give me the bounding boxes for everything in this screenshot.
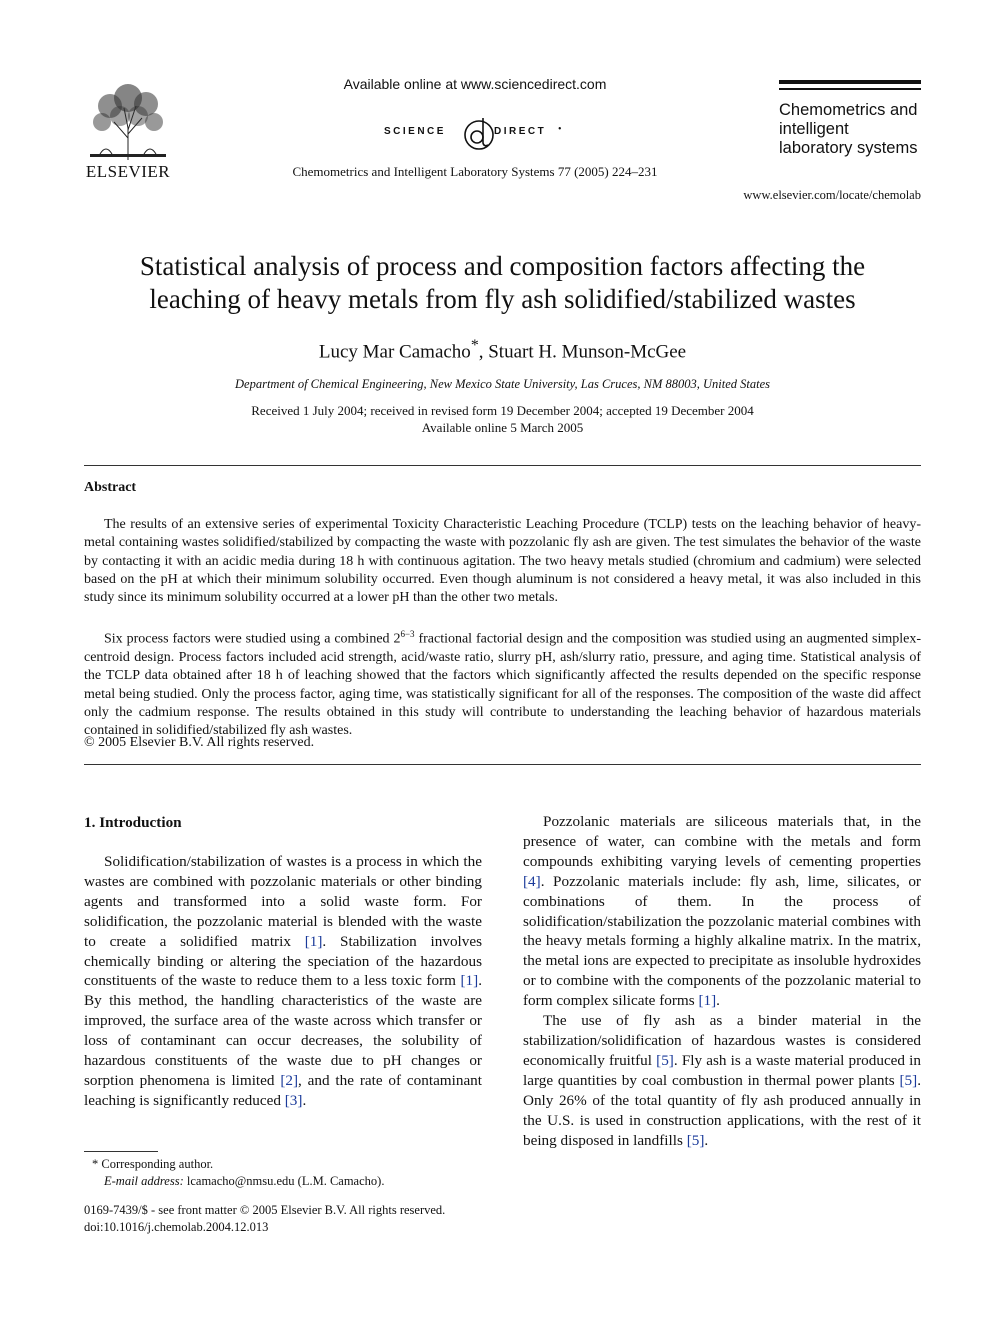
- body-text: .: [302, 1091, 307, 1109]
- body-text: Pozzolanic materials are siliceous materials that, in the presence of water, can combine with the metals and form compounds exhibiting varying levels of cementing properties: [523, 813, 921, 870]
- abstract-bottom-rule: [84, 764, 921, 765]
- abstract-text: fractional factorial design and the composition was studied using an augmented simplex-centroid design. Process factors included acid strength, acid/waste ratio, slurry pH, ash/slurry ratio, pressure, and aging time. Statistical analysis of the TCLP data obtained after 18 h of leaching showed that the factors which significantly affected the results depended on the specific response metal being studied. Only the process factor, aging time, was statistically significant for all of the responses. The composition of the waste did affect only the cadmium response. The results obtained in this study will contribute to understanding the leaching behavior of hazardous materials contained in solidified/stabilized fly ash wastes.: [84, 631, 922, 739]
- affiliation: Department of Chemical Engineering, New Mexico State University, Las Cruces, NM 88003, United States: [235, 377, 770, 391]
- available-online-text[interactable]: Available online at www.sciencedirect.com: [343, 76, 607, 92]
- sciencedirect-right-label: DIRECT: [494, 126, 547, 137]
- right-column: [523, 812, 921, 1150]
- footnote-rule: [84, 1151, 158, 1152]
- body-paragraph: [523, 1011, 921, 1150]
- journal-name-line: intelligent: [779, 120, 849, 138]
- email-footnote: [104, 1174, 384, 1189]
- body-text: . Pozzolanic materials include: fly ash, lime, silicates, or combinations of them. In the process of solidification/stabilization the pozzolanic material combines with the heavy metals forming a highly alkaline matrix. In the matrix, the metal ions are expected to precipitate as insoluble hydroxides or to combine with the components of the pozzolanic material to form complex silicate forms: [523, 872, 921, 1010]
- corresponding-author-mark[interactable]: *: [470, 337, 479, 354]
- doi-line[interactable]: doi:10.1016/j.chemolab.2004.12.013: [84, 1220, 269, 1234]
- body-text: The use of fly ash as a binder material in the stabilization/solidification of hazardous wastes is considered economically fruitful: [523, 1012, 921, 1069]
- body-text: . By this method, the handling characteristics of the waste are improved, the surface area of the waste across which transfer or loss of contaminant can occur decreases, the solubility of hazardous constituents of the waste due to pH changes or sorption phenomena is limited: [84, 972, 482, 1089]
- body-text: .: [704, 1131, 709, 1149]
- email-address[interactable]: lcamacho@nmsu.edu (L.M. Camacho).: [183, 1174, 385, 1188]
- journal-citation: Chemometrics and Intelligent Laboratory Systems 77 (2005) 224–231: [292, 164, 658, 179]
- journal-name-line: laboratory systems: [779, 139, 918, 157]
- section-heading: 1. Introduction: [84, 814, 182, 831]
- abstract-text: Six process factors were studied using a combined 2: [104, 631, 401, 647]
- abstract-top-rule: [84, 465, 921, 466]
- reference-link[interactable]: [1]: [698, 992, 717, 1010]
- online-date: Available online 5 March 2005: [421, 420, 584, 435]
- left-column: [84, 852, 482, 1111]
- reference-link[interactable]: [1]: [460, 972, 479, 990]
- journal-rule-thick: [779, 80, 921, 84]
- email-label: E-mail address:: [104, 1174, 184, 1188]
- reference-link[interactable]: [3]: [284, 1091, 303, 1109]
- body-text: . Stabilization involves chemically binding or altering the speciation of the hazardous constituents of the waste to reduce them to a less toxic form: [84, 932, 483, 990]
- reference-link[interactable]: [2]: [280, 1071, 299, 1089]
- reference-link[interactable]: [1]: [304, 932, 323, 950]
- corresponding-author-footnote: * Corresponding author.: [92, 1157, 214, 1171]
- author-list: [84, 337, 921, 363]
- journal-rule-thin: [779, 88, 921, 90]
- reference-link[interactable]: [5]: [656, 1051, 674, 1069]
- body-text: Solidification/stabilization of wastes is a process in which the wastes are combined with pozzolanic materials or other binding agents and transformed into a solid waste form. For solidification, the pozzolanic material is blended with the waste to create a solidified matrix: [84, 853, 482, 950]
- sciencedirect-left-label: SCIENCE: [384, 126, 446, 137]
- abstract-heading: Abstract: [84, 480, 137, 495]
- author-separator: ,: [478, 341, 489, 363]
- abstract-paragraph: [84, 625, 921, 740]
- reference-link[interactable]: [5]: [899, 1071, 918, 1089]
- copyright-notice: © 2005 Elsevier B.V. All rights reserved.: [84, 735, 315, 750]
- journal-url-link[interactable]: www.elsevier.com/locate/chemolab: [743, 188, 921, 202]
- sciencedirect-star-icon: •: [558, 124, 562, 135]
- elsevier-wordmark: ELSEVIER: [85, 162, 171, 181]
- reference-link[interactable]: [5]: [686, 1131, 705, 1149]
- design-exponent: 6−3: [400, 629, 415, 639]
- received-dates: Received 1 July 2004; received in revised form 19 December 2004; accepted 19 December 2004: [251, 403, 754, 418]
- title-line: leaching of heavy metals from fly ash solidified/stabilized wastes: [149, 284, 856, 314]
- abstract-paragraph: The results of an extensive series of experimental Toxicity Characteristic Leaching Procedure (TCLP) tests on the leaching behavior of heavy-metal containing wastes solidified/stabilized by compacting the waste with pozzolanic fly ash are given. The test simulates the behavior of the waste by contacting it with an acidic media during 18 h with continuous agitation. The two heavy metals studied (chromium and cadmium) were selected based on the pH at which their minimum solubility occurred. Even though aluminum is not considered a heavy metal, it was also included in this study since its minimum solubility occurred at a lower pH than the other two metals.: [84, 517, 921, 606]
- body-text: , and the rate of contaminant leaching is significantly reduced: [84, 1071, 482, 1109]
- sciencedirect-logo[interactable]: [378, 114, 578, 154]
- body-paragraph: [523, 812, 921, 1011]
- journal-name: [779, 101, 929, 158]
- body-paragraph: [84, 852, 482, 1111]
- article-title: [84, 250, 921, 316]
- journal-name-line: Chemometrics and: [779, 101, 918, 119]
- reference-link[interactable]: [4]: [523, 872, 541, 890]
- body-text: .: [716, 992, 720, 1010]
- at-sign-icon: [462, 114, 496, 154]
- author-name[interactable]: Lucy Mar Camacho: [318, 341, 471, 363]
- body-text: . Fly ash is a waste material produced in large quantities by coal combustion in thermal power plants: [523, 1051, 921, 1089]
- author-name[interactable]: Stuart H. Munson-McGee: [488, 341, 687, 363]
- issn-line: 0169-7439/$ - see front matter © 2005 Elsevier B.V. All rights reserved.: [84, 1203, 446, 1217]
- body-text: . Only 26% of the total quantity of fly ash produced annually in the U.S. is used in construction applications, with the rest of it being disposed in landfills: [523, 1071, 921, 1149]
- title-line: Statistical analysis of process and composition factors affecting the: [139, 251, 866, 281]
